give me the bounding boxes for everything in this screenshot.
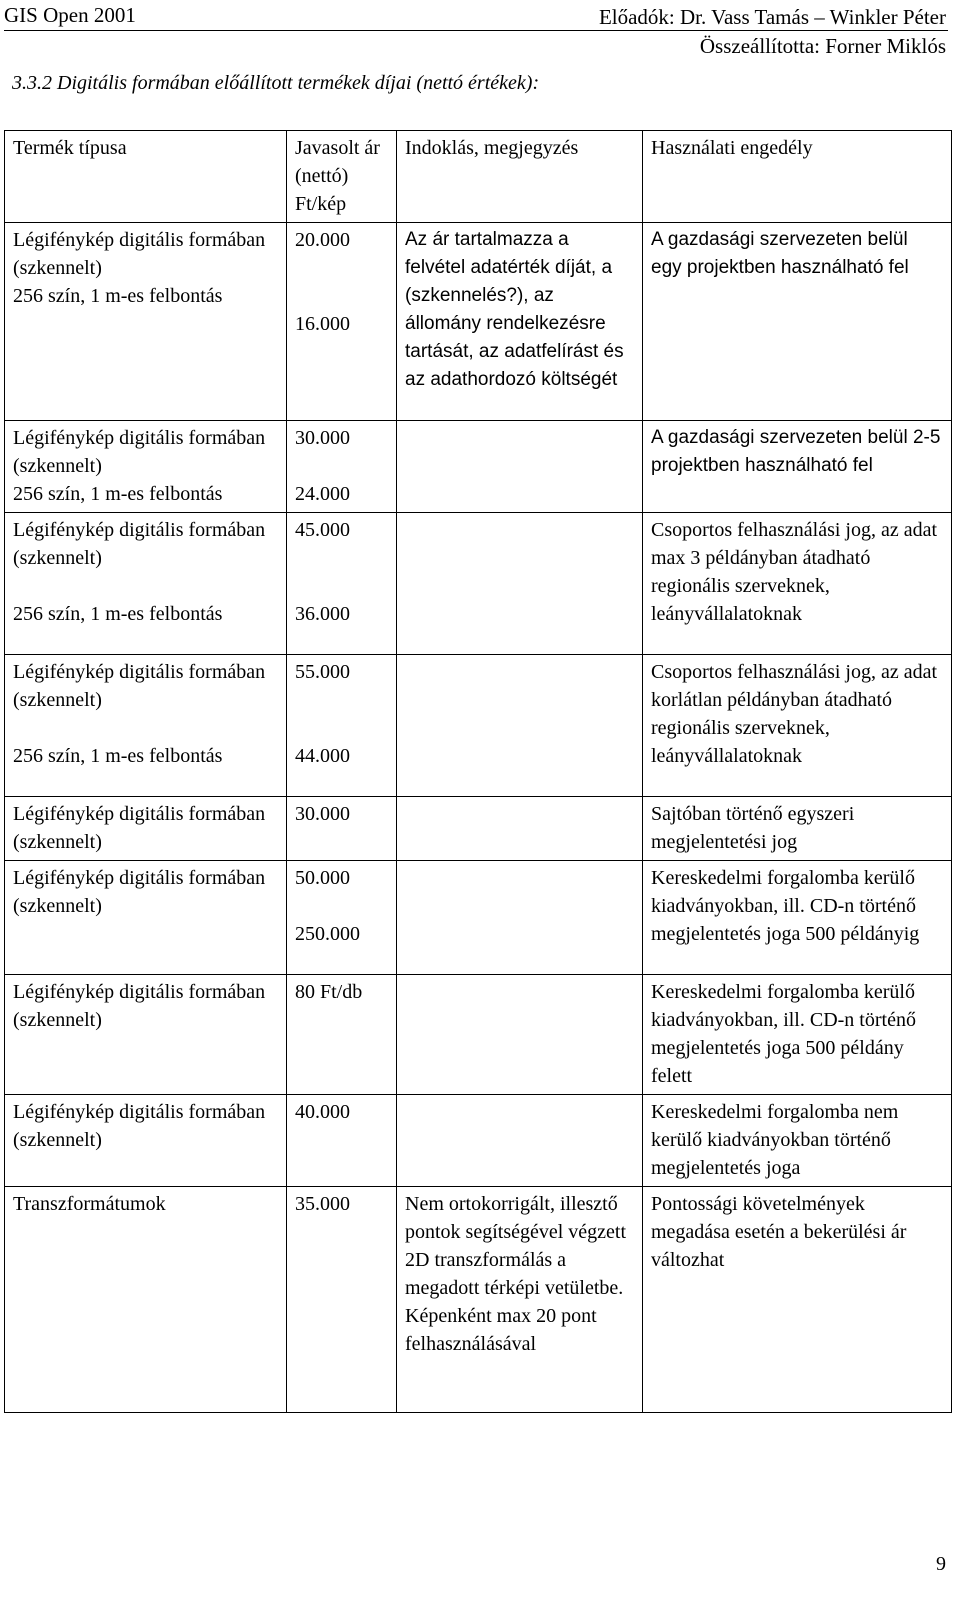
table-row	[5, 1187, 952, 1413]
note-cell: Az ár tartalmazza a felvétel adatérték díját, a (szkennelés?), az állomány rendelkezésre tartását, az adatfelírást és az adathordozó költségét	[397, 223, 643, 421]
product-cell: Légifénykép digitális formában (szkennelt)	[5, 1095, 287, 1187]
product-spec: 256 szín, 1 m-es felbontás	[13, 483, 223, 505]
license-cell: Kereskedelmi forgalomba nem kerülő kiadványokban történő megjelentetés joga	[643, 1095, 952, 1187]
price-table	[4, 130, 952, 1413]
note-cell	[397, 975, 643, 1095]
table-row	[5, 421, 952, 513]
license-cell: A gazdasági szervezeten belül 2-5 projektben használható fel	[643, 421, 952, 513]
note-cell	[397, 1095, 643, 1187]
price-value: 55.000	[295, 661, 350, 683]
table-row	[5, 223, 952, 421]
product-cell	[5, 223, 287, 421]
product-spec: 256 szín, 1 m-es felbontás	[13, 745, 223, 767]
price-cell	[287, 655, 397, 797]
note-cell	[397, 797, 643, 861]
product-cell	[5, 513, 287, 655]
price-cell: 30.000	[287, 797, 397, 861]
header-note: Indoklás, megjegyzés	[397, 131, 643, 223]
price-value: 45.000	[295, 519, 350, 541]
table-header-row	[5, 131, 952, 223]
price-cell	[287, 861, 397, 975]
note-cell	[397, 655, 643, 797]
header-price: Javasolt ár (nettó) Ft/kép	[287, 131, 397, 223]
price-value-alt: 16.000	[295, 313, 350, 335]
price-cell: 80 Ft/db	[287, 975, 397, 1095]
license-cell: Csoportos felhasználási jog, az adat korlátlan példányban átadható regionális szerveknek, leányvállalatoknak	[643, 655, 952, 797]
license-cell: Sajtóban történő egyszeri megjelentetési jog	[643, 797, 952, 861]
note-cell	[397, 421, 643, 513]
note-cell	[397, 513, 643, 655]
product-spec: 256 szín, 1 m-es felbontás	[13, 603, 223, 625]
table-row	[5, 513, 952, 655]
table-row	[5, 655, 952, 797]
price-value-alt: 24.000	[295, 483, 350, 505]
note-cell: Nem ortokorrigált, illesztő pontok segítségével végzett 2D transzformálás a megadott térképi vetületbe. Képenként max 20 pont felhasználásával	[397, 1187, 643, 1413]
price-cell: 40.000	[287, 1095, 397, 1187]
product-cell	[5, 421, 287, 513]
product-name: Légifénykép digitális formában (szkennelt)	[13, 661, 266, 711]
price-cell	[287, 421, 397, 513]
table-row	[5, 797, 952, 861]
price-value-alt: 44.000	[295, 745, 350, 767]
price-value: 20.000	[295, 229, 350, 251]
license-cell: Kereskedelmi forgalomba kerülő kiadványokban, ill. CD-n történő megjelentetés joga 500 példányig	[643, 861, 952, 975]
table-row	[5, 1095, 952, 1187]
product-cell: Légifénykép digitális formában (szkennelt)	[5, 797, 287, 861]
note-cell	[397, 861, 643, 975]
license-cell: Kereskedelmi forgalomba kerülő kiadványokban, ill. CD-n történő megjelentetés joga 500 példány felett	[643, 975, 952, 1095]
product-cell: Légifénykép digitális formában (szkennelt)	[5, 861, 287, 975]
table-row	[5, 861, 952, 975]
price-cell: 35.000	[287, 1187, 397, 1413]
license-cell: Pontossági követelmények megadása esetén a bekerülési ár változhat	[643, 1187, 952, 1413]
product-spec: 256 szín, 1 m-es felbontás	[13, 285, 223, 307]
header-conference: GIS Open 2001	[4, 3, 136, 27]
table-row	[5, 975, 952, 1095]
section-title: 3.3.2 Digitális formában előállított termékek díjai (nettó értékek):	[12, 72, 540, 94]
product-cell: Légifénykép digitális formában (szkennelt)	[5, 975, 287, 1095]
header-authors	[599, 3, 946, 61]
price-cell	[287, 223, 397, 421]
header-divider	[4, 30, 948, 31]
price-value: 50.000	[295, 867, 350, 889]
product-name: Légifénykép digitális formában (szkennelt)	[13, 229, 266, 279]
header-compiler: Összeállította: Forner Miklós	[699, 34, 946, 58]
header-license: Használati engedély	[643, 131, 952, 223]
price-value-alt: 36.000	[295, 603, 350, 625]
license-cell: Csoportos felhasználási jog, az adat max 3 példányban átadható regionális szerveknek, leányvállalatoknak	[643, 513, 952, 655]
license-cell: A gazdasági szervezeten belül egy projektben használható fel	[643, 223, 952, 421]
product-name: Légifénykép digitális formában (szkennelt)	[13, 427, 266, 477]
product-cell	[5, 655, 287, 797]
header-presenters: Előadók: Dr. Vass Tamás – Winkler Péter	[598, 5, 946, 29]
price-value: 30.000	[295, 427, 350, 449]
product-name: Légifénykép digitális formában (szkennelt)	[13, 519, 266, 569]
page-number: 9	[936, 1553, 946, 1575]
price-cell	[287, 513, 397, 655]
price-value-alt: 250.000	[295, 923, 360, 945]
header-product-type: Termék típusa	[5, 131, 287, 223]
product-cell: Transzformátumok	[5, 1187, 287, 1413]
